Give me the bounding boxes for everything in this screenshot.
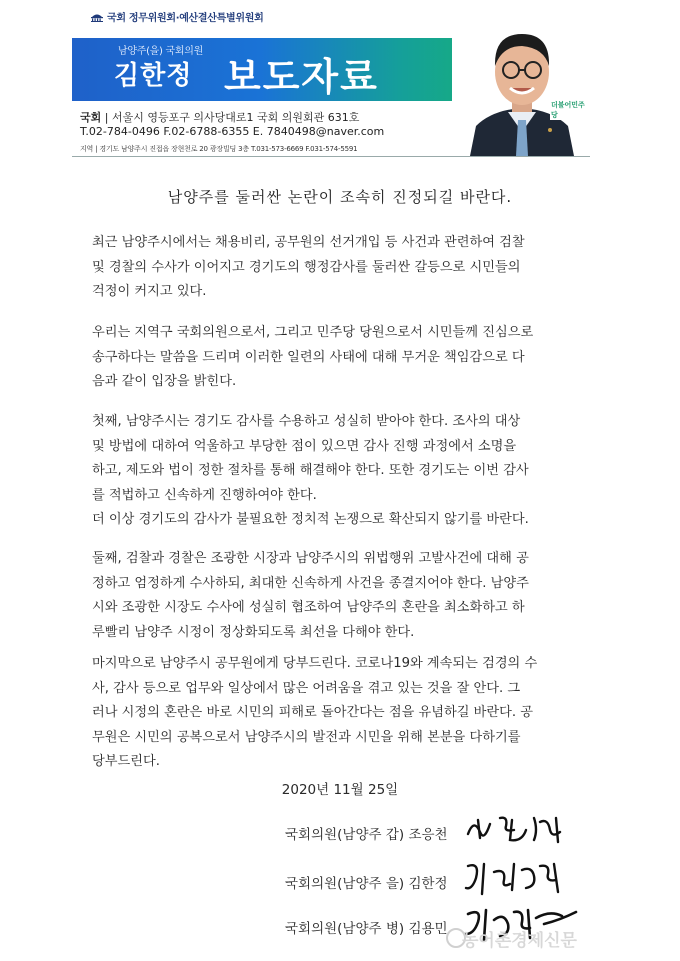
mp-portrait bbox=[452, 4, 590, 156]
press-release-header bbox=[72, 4, 590, 157]
party-logo: 더불어민주당 bbox=[550, 100, 590, 120]
paragraph-line: 및 방법에 대하여 억울하고 부당한 점이 있으면 감사 진행 과정에서 소명을 bbox=[92, 438, 517, 454]
mp-subtitle: 남양주(을) 국회의원 bbox=[118, 46, 203, 57]
paragraph-line: 마지막으로 남양주시 공무원에게 당부드린다. 코로나19와 계속되는 검경의 수 bbox=[92, 656, 538, 671]
paragraph-line: 당부드린다. bbox=[92, 754, 160, 769]
paragraph-line: 첫째, 남양주시는 경기도 감사를 수용하고 성실히 받아야 한다. 조사의 대상 bbox=[92, 414, 521, 429]
contact-line: T.02-784-0496 F.02-6788-6355 E. 7840498@naver.com bbox=[80, 125, 385, 138]
paragraph-line: 사, 감사 등으로 업무와 일상에서 많은 어려움을 겪고 있는 것을 잘 안다. 그 bbox=[92, 680, 521, 696]
paragraph-line: 시와 조광한 시장도 수사에 성실히 협조하여 남양주의 혼란을 최소화하고 하 bbox=[92, 600, 525, 615]
signature-cho-eungcheon bbox=[464, 812, 574, 848]
paragraph-line: 걱정이 커지고 있다. bbox=[92, 284, 207, 299]
paragraph-line: 무원은 시민의 공복으로서 남양주시의 발전과 시민을 위해 본분을 다하기를 bbox=[92, 729, 521, 745]
committee-text: 국회 정무위원회·예산결산특별위원회 bbox=[107, 13, 264, 24]
signatory-label: 국회의원(남양주 병) 김용민 bbox=[285, 921, 448, 937]
paragraph-line: 러나 시정의 혼란은 바로 시민의 피해로 돌아간다는 점을 유념하길 바란다. 공 bbox=[92, 705, 534, 720]
paragraph-line: 를 적법하고 신속하게 진행하여야 한다. bbox=[92, 487, 317, 503]
national-assembly-icon bbox=[90, 12, 104, 22]
paragraph-line: 및 경찰의 수사가 이어지고 경기도의 행정감사를 둘러싼 갈등으로 시민들의 bbox=[92, 259, 521, 275]
paragraph-line: 우리는 지역구 국회의원으로서, 그리고 민주당 당원으로서 시민들께 진심으로 bbox=[92, 325, 534, 340]
paragraph bbox=[92, 410, 579, 533]
paragraph-line: 둘째, 검찰과 경찰은 조광한 시장과 남양주시의 위법행위 고발사건에 대해 공 bbox=[92, 551, 529, 566]
paragraph-line: 송구하다는 말씀을 드리며 이러한 일련의 사태에 대해 무거운 책임감으로 다 bbox=[92, 349, 525, 365]
paragraph bbox=[92, 231, 579, 305]
release-date: 2020년 11월 25일 bbox=[281, 782, 399, 798]
press-release-title: 보도자료 bbox=[224, 55, 379, 99]
signature-kim-hanjung bbox=[462, 858, 572, 898]
paragraph-line: 하고, 제도와 법이 정한 절차를 통해 해결해야 한다. 또한 경기도는 이번 감사 bbox=[92, 463, 529, 478]
paragraph-line: 최근 남양주시에서는 채용비리, 공무원의 선거개입 등 사건과 관련하여 검찰 bbox=[92, 235, 525, 250]
watermark: 농어촌경제신문 bbox=[462, 931, 577, 951]
signatory-label: 국회의원(남양주 을) 김한정 bbox=[285, 876, 448, 892]
signatory-label: 국회의원(남양주 갑) 조응천 bbox=[285, 827, 448, 843]
address-prefix: 국회 bbox=[80, 111, 102, 124]
address-text: | 서울시 영등포구 의사당대로1 국회 의원회관 631호 bbox=[101, 111, 360, 124]
document-title: 남양주를 둘러싼 논란이 조속히 진정되길 바란다. bbox=[167, 188, 513, 206]
paragraph-line: 더 이상 경기도의 감사가 불필요한 정치적 논쟁으로 확산되지 않기를 바란다. bbox=[92, 512, 529, 527]
paragraph bbox=[92, 547, 579, 645]
assembly-address bbox=[80, 109, 359, 125]
paragraph-line: 루빨리 남양주 시정이 정상화되도록 최선을 다해야 한다. bbox=[92, 624, 415, 640]
paragraph bbox=[92, 321, 579, 395]
title-band bbox=[72, 38, 492, 101]
paragraph bbox=[92, 652, 579, 775]
paragraph-line: 음과 같이 입장을 밝힌다. bbox=[92, 374, 237, 389]
paragraph-line: 정하고 엄정하게 수사하되, 최대한 신속하게 사건을 종결지어야 한다. 남양주 bbox=[92, 575, 529, 591]
local-office-line: 지역 | 경기도 남양주시 진접읍 장현천로 20 광장빌딩 3층 T.031-573-6669 F.031-574-5591 bbox=[80, 145, 358, 153]
committee-line bbox=[90, 9, 263, 24]
mp-name: 김한정 bbox=[114, 61, 193, 91]
